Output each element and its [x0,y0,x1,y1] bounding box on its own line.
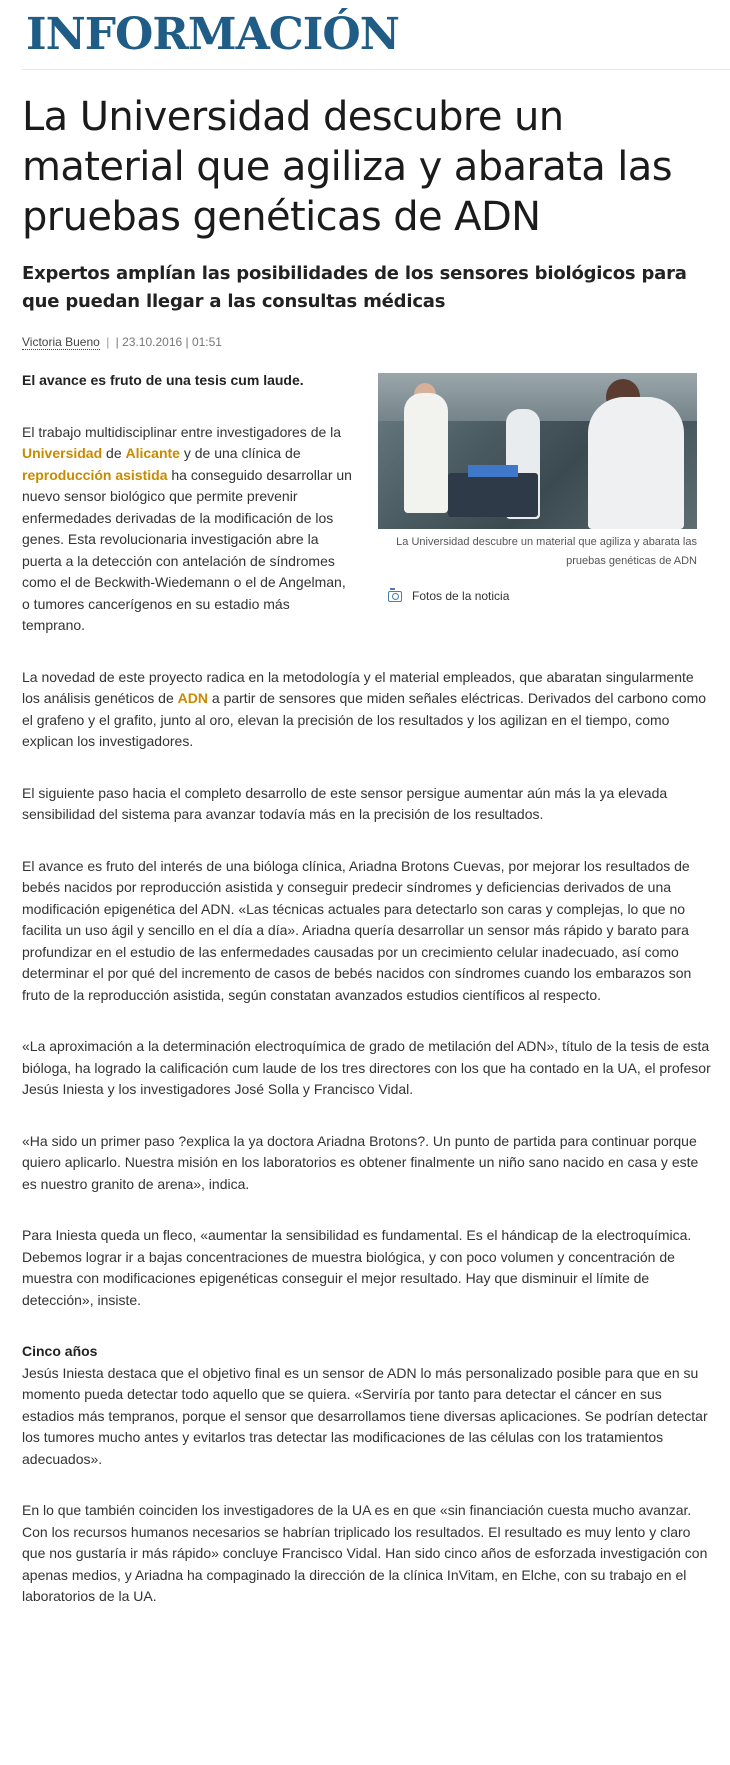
tag-link-universidad[interactable]: Universidad [22,445,103,461]
photo-caption: La Universidad descubre un material que agiliza y abarata las pruebas genéticas de ADN [396,536,697,567]
article-figure [378,373,697,603]
tag-link-reproduccion-asistida[interactable]: reproducción asistida [22,466,168,483]
byline-separator: | [106,335,110,349]
article-lead: El avance es fruto de una tesis cum laude. [22,372,304,388]
photos-link-label: Fotos de la noticia [412,589,510,603]
paragraph-6: «Ha sido un primer paso ?explica la ya doctora Ariadna Brotons?. Un punto de partida para continuar porque quiero aplicarlo. Nuestra misión en los laboratorios es obtener finalmente un niño sano nacido en casa y este es nuestro granito de arena», indica. [22,1132,699,1192]
paragraph-2: La novedad de este proyecto radica en la metodología y el material empleados, que abaratan singularmente los análisis genéticos de ADN a partir de sensores que miden señales eléctricas. Derivados del carbono como el grafeno y el grafito, junto al oro, elevan la precisión de los resultados y los agilizan en el tiempo, como explican los investigadores. [22,668,707,749]
paragraph-7: Para Iniesta queda un fleco, «aumentar la sensibilidad es fundamental. Es el hándicap de la electroquímica. Debemos lograr ir a bajas concentraciones de muestra biológica, y con poco volumen y concentración de muestra con modificaciones epigenéticas conseguir el mejor resultado. Hay que disminuir el límite de detección», insiste. [22,1227,692,1308]
masthead [22,0,730,70]
site-logo[interactable]: INFORMACIÓN [26,9,399,60]
article-photo[interactable] [378,373,697,529]
camera-icon [388,591,402,602]
publish-date: | 23.10.2016 | 01:51 [115,335,222,349]
author-link[interactable]: Victoria Bueno [22,335,100,349]
byline [22,334,708,350]
article-subtitle: Expertos amplían las posibilidades de los sensores biológicos para que puedan llegar a las consultas médicas [22,263,687,312]
tag-link-adn[interactable]: ADN [177,690,208,706]
lead-column [22,370,352,637]
article-body-top [22,370,708,637]
paragraph-3: El siguiente paso hacia el completo desarrollo de este sensor persigue aumentar aún más la ya elevada sensibilidad del sistema para avanzar todavía más en la precisión de los resultados. [22,784,668,822]
photos-gallery-link[interactable] [388,589,697,603]
paragraph-9: En lo que también coinciden los investigadores de la UA es en que «sin financiación cuesta mucho avanzar. Con los recursos humanos necesarios se habrían triplicado los resultados. El resultado es muy lento y claro que nos gustaría ir más rápido» concluye Francisco Vidal. Han sido cinco años de esforzada investigación con apenas medios, y Ariadna ha compaginado la dirección de la clínica InVitam, en Elche, con su trabajo en el laboratorios de la UA. [22,1502,708,1604]
article-headline: La Universidad descubre un material que agiliza y abarata las pruebas genéticas de ADN [22,94,672,240]
section-heading: Cinco años [22,1343,98,1359]
paragraph-1: El trabajo multidisciplinar entre investigadores de la Universidad de Alicante y de una clínica de reproducción asistida ha conseguido desarrollar un nuevo sensor biológico que permite prevenir enfermedades derivadas de la modificación de los genes. Esta revolucionaria investigación abre la puerta a la detección con antelación de síndromes como el de Beckwith-Wiedemann o el de Angelman, o tumores cancerígenos en su estadio más temprano. [22,423,352,633]
paragraph-4: El avance es fruto del interés de una bióloga clínica, Ariadna Brotons Cuevas, por mejorar los resultados de bebés nacidos por reproducción asistida y conseguir predecir síndromes y deficiencias derivados de una modificación epigenética del ADN. «Las técnicas actuales para detectarlo son caras y complejas, lo que no facilita un uso ágil y sencillo en el día a día». Ariadna quería desarrollar un sensor más rápido y barato para profundizar en el estudio de las enfermedades causadas por un crecimiento celular inadecuado, así como determinar el por qué del incremento de casos de bebés nacidos con síndromes cuando los embarazos son fruto de la reproducción asistida, según constatan avanzados estudios científicos al respecto. [22,857,692,1003]
tag-link-alicante[interactable]: Alicante [125,445,180,461]
paragraph-5: «La aproximación a la determinación electroquímica de grado de metilación del ADN», título de la tesis de esta bióloga, ha logrado la calificación cum laude de los tres directores con los que ha contado en la UA, el profesor Jesús Iniesta y los investigadores José Solla y Francisco Vidal. [22,1038,711,1097]
paragraph-8: Jesús Iniesta destaca que el objetivo final es un sensor de ADN lo más personalizado posible para que en su momento pueda detectar todo aquello que se quiera. «Serviría por tanto para detectar el cáncer en sus estadios más tempranos, porque el sensor que desarrollamos tiene diversas aplicaciones. Se podrían detectar los tumores mucho antes y evitarlos tras detectar las modificaciones de las células con los tratamientos adecuados». [22,1364,708,1467]
